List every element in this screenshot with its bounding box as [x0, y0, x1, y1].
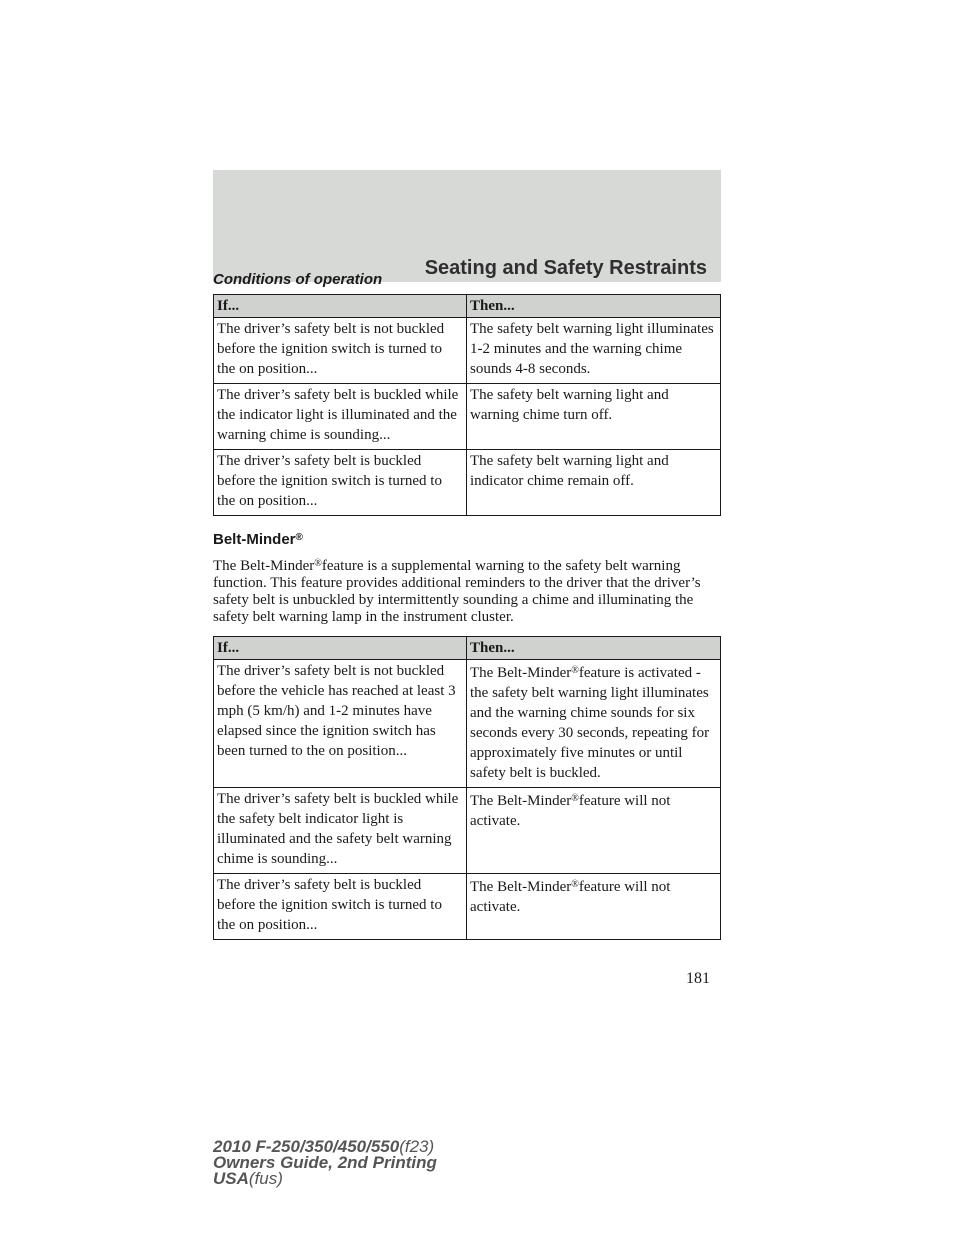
column-header-if: If... — [214, 637, 467, 660]
table-cell-then — [467, 874, 721, 940]
belt-minder-heading — [213, 528, 721, 550]
cell-text: The Belt-Minder — [470, 665, 572, 681]
page-number: 181 — [686, 970, 710, 987]
cell-text: feature is activated - the safety belt warning light illuminates and the warning chime sounds for six seconds every 30 seconds, repeating for approximately five minutes or until safety belt is buckled. — [470, 665, 710, 781]
page-content — [213, 270, 721, 940]
table-row — [214, 788, 721, 874]
table-row — [214, 874, 721, 940]
conditions-table — [213, 294, 721, 516]
footer-region: USA — [213, 1169, 249, 1188]
table-row — [214, 450, 721, 516]
footer-line-2: Owners Guide, 2nd Printing — [213, 1153, 437, 1172]
para-text: The Belt-Minder — [213, 558, 315, 574]
registered-mark: ® — [571, 665, 579, 676]
table-cell-if: The driver’s safety belt is not buckled before the ignition switch is turned to the on position... — [214, 318, 467, 384]
cell-text: feature will not activate. — [470, 793, 671, 829]
footer-line-3 — [213, 1171, 437, 1187]
header-band — [213, 170, 721, 282]
cell-text: The Belt-Minder — [470, 879, 572, 895]
table-cell-then: The safety belt warning light and warning chime turn off. — [467, 384, 721, 450]
table-cell-if: The driver’s safety belt is not buckled before the vehicle has reached at least 3 mph (5 km/h) and 1-2 minutes have elapsed since the ignition switch has been turned to the on position... — [214, 660, 467, 788]
footer-model: 2010 F-250/350/450/550 — [213, 1137, 400, 1156]
column-header-then: Then... — [467, 295, 721, 318]
table-cell-then — [467, 788, 721, 874]
table-cell-if: The driver’s safety belt is buckled before the ignition switch is turned to the on position... — [214, 874, 467, 940]
para-text: feature is a supplemental warning to the safety belt warning function. This feature provides additional reminders to the driver that the driver’s safety belt is unbuckled by intermittently sounding a chime and illuminating the safety belt warning lamp in the instrument cluster. — [213, 558, 701, 625]
registered-mark: ® — [571, 879, 579, 890]
belt-minder-heading-text: Belt-Minder — [213, 531, 296, 548]
table-header-row — [214, 295, 721, 318]
table-cell-then: The safety belt warning light and indicator chime remain off. — [467, 450, 721, 516]
belt-minder-description — [213, 555, 721, 626]
registered-mark: ® — [314, 558, 322, 569]
registered-mark: ® — [295, 532, 303, 543]
table-cell-if: The driver’s safety belt is buckled while the indicator light is illuminated and the warning chime is sounding... — [214, 384, 467, 450]
table-row — [214, 318, 721, 384]
column-header-if: If... — [214, 295, 467, 318]
cell-text: The Belt-Minder — [470, 793, 572, 809]
registered-mark: ® — [571, 793, 579, 804]
footer — [213, 1139, 437, 1187]
cell-text: feature will not activate. — [470, 879, 671, 915]
belt-minder-table — [213, 636, 721, 940]
footer-code: (fus) — [248, 1169, 283, 1188]
table-cell-if: The driver’s safety belt is buckled before the ignition switch is turned to the on position... — [214, 450, 467, 516]
conditions-heading: Conditions of operation — [213, 271, 383, 288]
table-header-row — [214, 637, 721, 660]
table-cell-if: The driver’s safety belt is buckled while the safety belt indicator light is illuminated and the safety belt warning chime is sounding... — [214, 788, 467, 874]
section-title: Seating and Safety Restraints — [424, 257, 707, 279]
column-header-then: Then... — [467, 637, 721, 660]
table-cell-then: The safety belt warning light illuminates 1-2 minutes and the warning chime sounds 4-8 seconds. — [467, 318, 721, 384]
table-row — [214, 660, 721, 788]
table-cell-then — [467, 660, 721, 788]
footer-code: (f23) — [399, 1137, 435, 1156]
table-row — [214, 384, 721, 450]
